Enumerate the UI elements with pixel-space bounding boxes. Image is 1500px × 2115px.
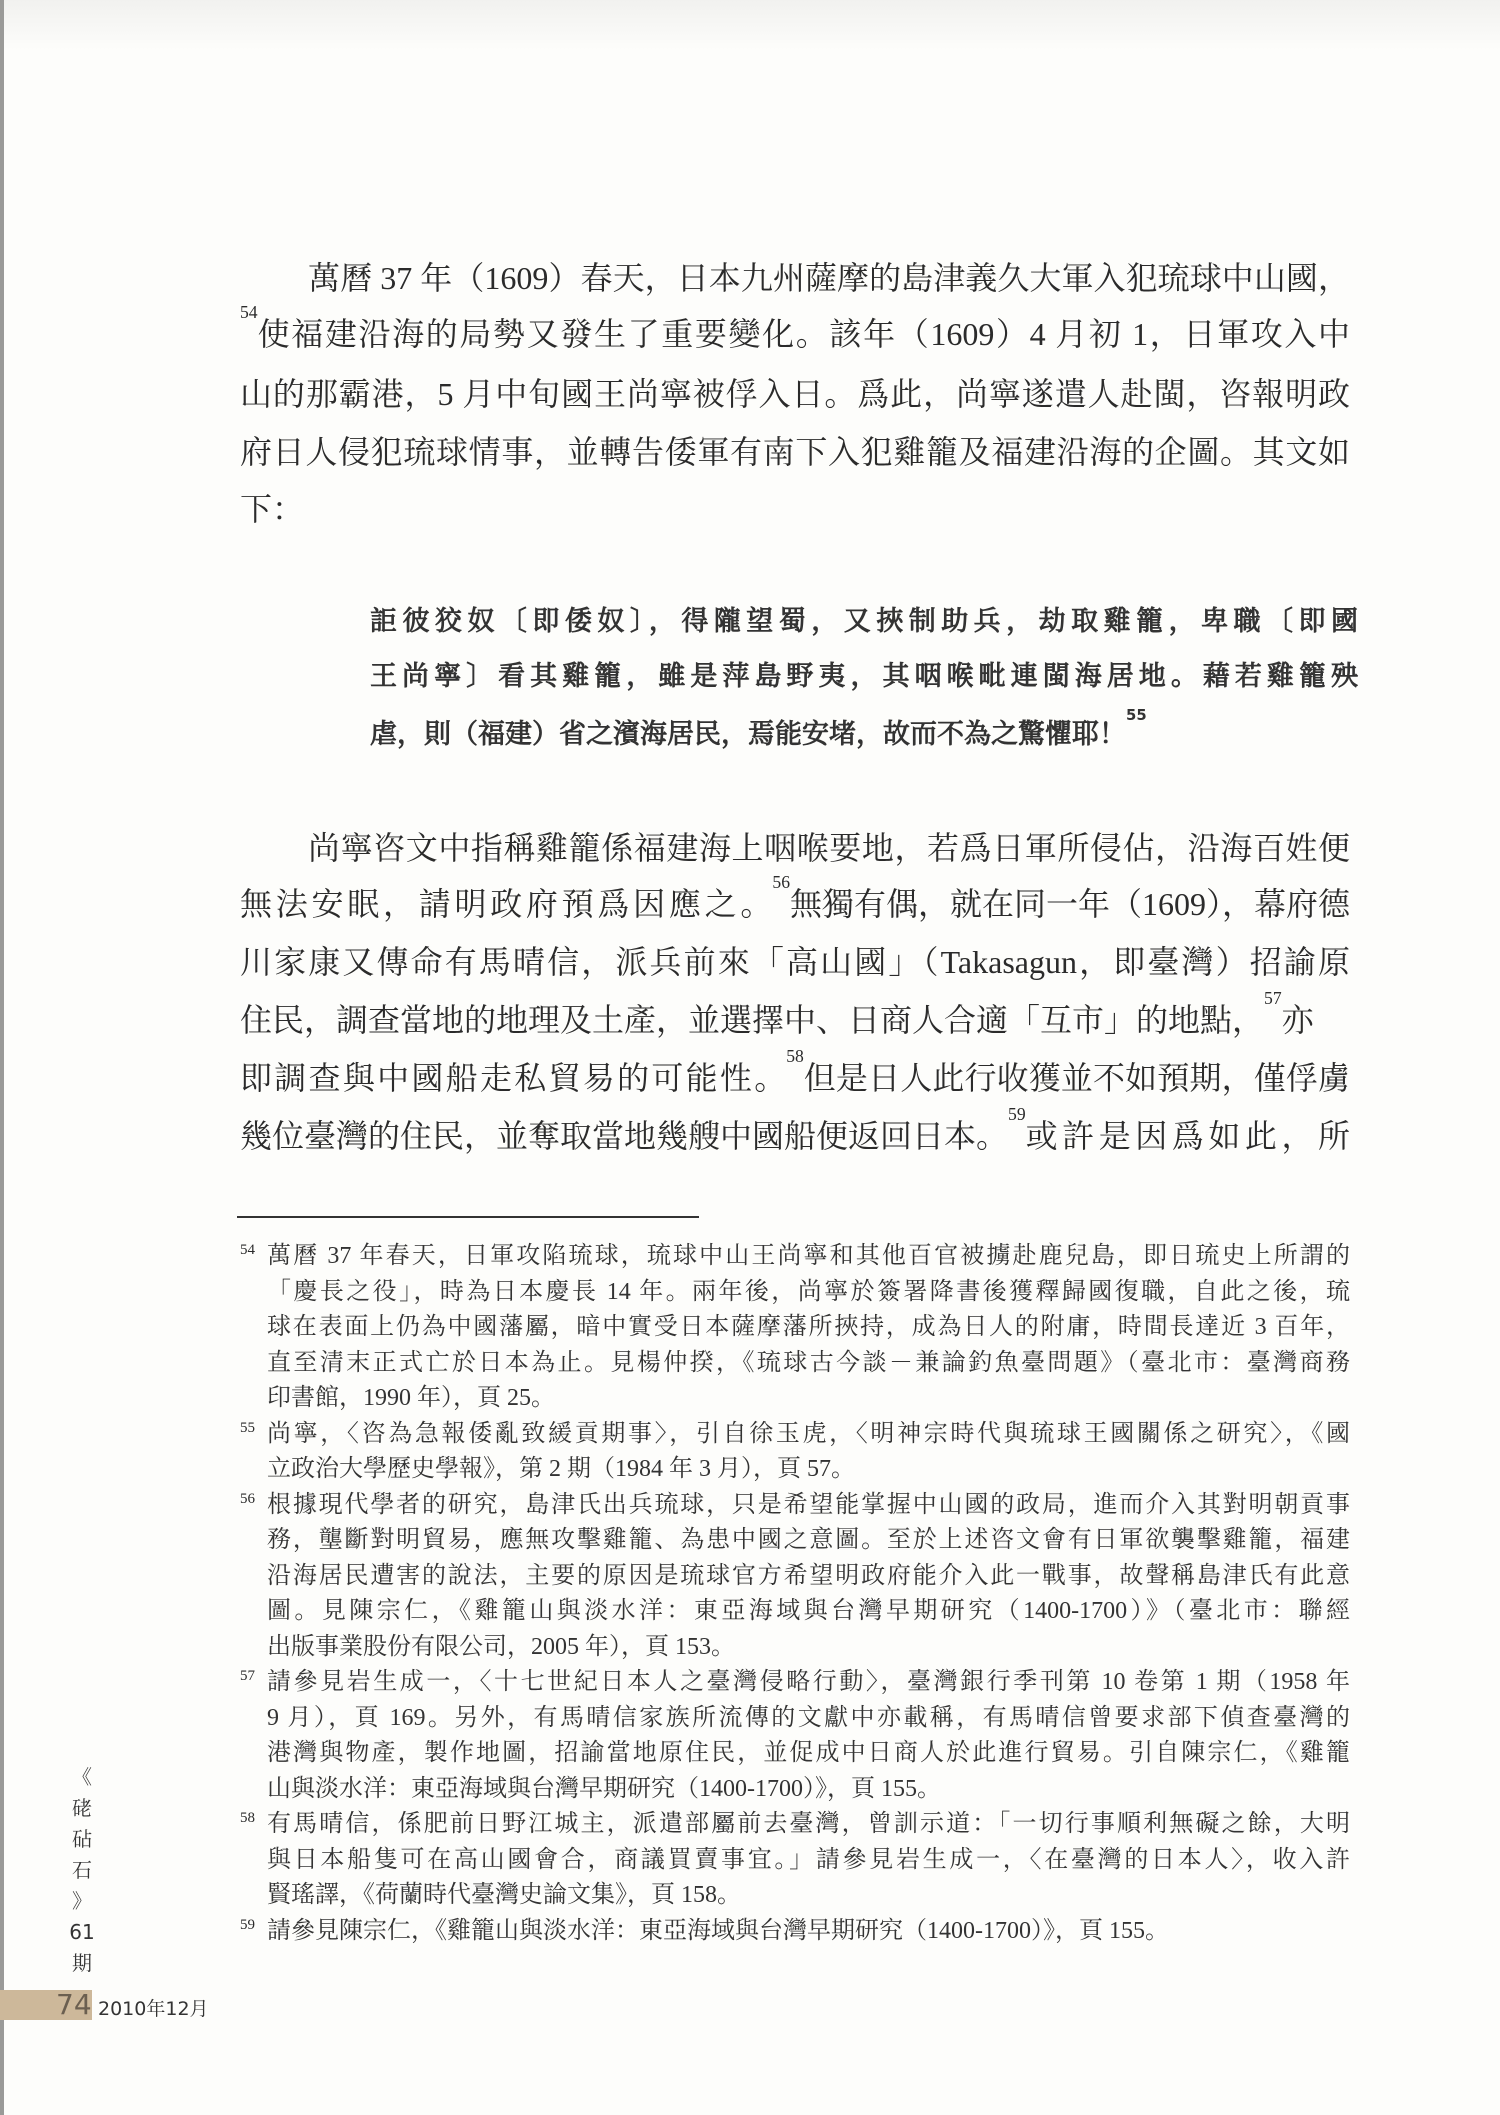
- journal-title-char: 《: [72, 1765, 92, 1789]
- journal-title-char: 硓: [72, 1796, 92, 1820]
- footnote-line: [267, 1844, 1350, 1876]
- footnote-text: 根據現代學者的研究，島津氏出兵琉球，只是希望能掌握中山國的政局，進而介入其對明朝貢事: [267, 1491, 1350, 1518]
- footnote-ref[interactable]: 58: [786, 1046, 804, 1066]
- journal-title-char: 石: [72, 1858, 92, 1882]
- footnote-line: [267, 1489, 1350, 1521]
- footnote-text: 尚寧，〈咨為急報倭亂致緩貢期事〉，引自徐玉虎，〈明神宗時代與琉球王國關係之研究〉，《國: [267, 1420, 1350, 1447]
- footnote-line: [267, 1382, 1350, 1414]
- footnote-ref[interactable]: 54: [240, 302, 258, 322]
- footnote-text: 直至清末正式亡於日本為止。見楊仲揆，《琉球古今談－兼論釣魚臺問題》（臺北市：臺灣商務: [267, 1349, 1350, 1376]
- text-segment: 亦: [1281, 1002, 1314, 1038]
- text-segment: 下：: [240, 491, 305, 527]
- text-segment: 尚寧咨文中指稱雞籠係福建海上咽喉要地，若爲日軍所侵佔，沿海百姓便: [308, 830, 1350, 866]
- footnote-ref[interactable]: 56: [772, 872, 790, 892]
- journal-issue-label: 期: [72, 1951, 92, 1975]
- text-segment: 山的那霸港，5 月中旬國王尚寧被俘入日。爲此，尚寧遂遣人赴閩，咨報明政: [240, 376, 1350, 412]
- footnote-text: 「慶長之役」，時為日本慶長 14 年。兩年後，尚寧於簽署降書後獲釋歸國復職，自此之後，琉: [267, 1278, 1350, 1305]
- footnote-line: [267, 1595, 1350, 1627]
- footnote-ref[interactable]: 59: [1008, 1104, 1026, 1124]
- footnote-line: [267, 1879, 1350, 1911]
- quote-line: [370, 657, 1358, 697]
- footnote-rule: [237, 1216, 699, 1218]
- footnote-line: [267, 1347, 1350, 1379]
- text-segment: 無獨有偶，就在同一年（1609），幕府德: [789, 886, 1350, 922]
- journal-title-vertical: [64, 1762, 100, 1979]
- footnote-line: [267, 1418, 1350, 1450]
- text-segment: 王尚寧〕看其雞籠，雖是萍島野夷，其咽喉毗連閩海居地。藉若雞籠殃: [370, 661, 1358, 692]
- journal-issue-number: 61: [69, 1920, 95, 1944]
- footnote-line: [267, 1773, 1350, 1805]
- body-line: [308, 826, 1350, 870]
- text-segment: 川家康又傳命有馬晴信，派兵前來「高山國」（Takasagun，即臺灣）招諭原: [240, 944, 1350, 980]
- footnote-line: [267, 1915, 1350, 1947]
- body-line: [308, 256, 1350, 300]
- body-line: [240, 988, 1350, 1042]
- body-line: [240, 430, 1350, 474]
- footnote-line: [267, 1276, 1350, 1308]
- footnote-text: 9 月），頁 169。另外，有馬晴信家族所流傳的文獻中亦載稱，有馬晴信曾要求部下偵查臺灣的: [267, 1704, 1350, 1731]
- journal-title-char: 》: [72, 1889, 92, 1913]
- body-line: [240, 872, 1350, 926]
- footnote-text: 球在表面上仍為中國藩屬，暗中實受日本薩摩藩所挾持，成為日人的附庸，時間長達近 3 百年，: [267, 1314, 1350, 1340]
- footnote-line: [267, 1453, 1350, 1485]
- text-segment: 住民，調查當地的地理及土產，並選擇中、日商人合適「互市」的地點，: [240, 1002, 1265, 1038]
- footnote-text: 沿海居民遭害的說法，主要的原因是琉球官方希望明政府能介入此一戰事，故聲稱島津氏有此意: [267, 1562, 1350, 1589]
- footnote-text: 圖。見陳宗仁，《雞籠山與淡水洋：東亞海域與台灣早期研究（1400-1700）》（臺北市：聯經: [267, 1598, 1350, 1624]
- footnote-text: 萬曆 37 年春天，日軍攻陷琉球，琉球中山王尚寧和其他百官被擄赴鹿兒島，即日琉史上所謂的: [267, 1243, 1350, 1269]
- quote-line: [370, 706, 1358, 755]
- quote-line: [370, 602, 1358, 642]
- body-line: [240, 487, 1350, 531]
- footnote-text: 務，壟斷對明貿易，應無攻擊雞籠、為患中國之意圖。至於上述咨文會有日軍欲襲擊雞籠，福建: [267, 1527, 1350, 1553]
- body-line: [240, 372, 1350, 416]
- footnote-line: [267, 1808, 1350, 1840]
- footnote-text: 港灣與物產，製作地圖，招諭當地原住民，並促成中日商人於此進行貿易。引自陳宗仁，《雞籠: [267, 1740, 1350, 1766]
- footnote-text: 與日本船隻可在高山國會合，商議買賣事宜。」請參見岩生成一，〈在臺灣的日本人〉，收入許: [267, 1846, 1350, 1873]
- footnote-text: 立政治大學歷史學報》，第 2 期（1984 年 3 月），頁 57。: [267, 1456, 855, 1482]
- page-edge: [0, 0, 4, 2115]
- footnote-line: [267, 1524, 1350, 1556]
- text-segment: 萬曆 37 年（1609）春天，日本九州薩摩的島津義久大軍入犯琉球中山國，: [308, 260, 1350, 296]
- scan-top-band: [0, 0, 1500, 50]
- text-segment: 府日人侵犯琉球情事，並轉告倭軍有南下入犯雞籠及福建沿海的企圖。其文如: [240, 434, 1350, 470]
- body-line: [240, 302, 1350, 356]
- footnote-line: [267, 1737, 1350, 1769]
- footnote-line: [267, 1311, 1350, 1343]
- issue-date: 2010年12月: [98, 1998, 209, 2020]
- footnote-text: 請參見陳宗仁，《雞籠山與淡水洋：東亞海域與台灣早期研究（1400-1700）》，頁 155。: [267, 1917, 1169, 1944]
- footnote-text: 出版事業股份有限公司，2005 年），頁 153。: [267, 1633, 735, 1660]
- text-segment: 或許是因爲如此，所: [1025, 1118, 1350, 1154]
- footnote-line: [267, 1702, 1350, 1734]
- footnote-line: [267, 1240, 1350, 1272]
- text-segment: 使福建沿海的局勢又發生了重要變化。該年（1609）4 月初 1，日軍攻入中: [257, 316, 1350, 352]
- footnote-line: [267, 1560, 1350, 1592]
- body-line: [240, 940, 1350, 984]
- footnote-text: 印書館，1990 年），頁 25。: [267, 1385, 555, 1411]
- body-line: [240, 1046, 1350, 1100]
- text-segment: 但是日人此行收獲並不如預期，僅俘虜: [803, 1060, 1350, 1096]
- footnote-line: [267, 1666, 1350, 1698]
- journal-title-char: 砧: [72, 1827, 92, 1851]
- footnote-ref[interactable]: 55: [1126, 706, 1147, 724]
- text-segment: 無法安眠，請明政府預爲因應之。: [240, 886, 773, 922]
- footnote-text: 賢瑤譯，《荷蘭時代臺灣史論文集》，頁 158。: [267, 1882, 741, 1908]
- footnote-text: 有馬晴信，係肥前日野江城主，派遣部屬前去臺灣，曾訓示道：「一切行事順利無礙之餘，大明: [267, 1811, 1350, 1837]
- page-number: 74: [56, 1988, 92, 2021]
- footnote-ref[interactable]: 57: [1264, 988, 1282, 1008]
- body-line: [240, 1104, 1350, 1158]
- text-segment: 虐，則（福建）省之濱海居民，焉能安堵，故而不為之驚懼耶！: [370, 719, 1126, 750]
- text-segment: 即調查與中國船走私貿易的可能性。: [240, 1060, 787, 1096]
- text-segment: 詎彼狡奴〔即倭奴〕，得隴望蜀，又挾制助兵，劫取雞籠，卑職〔即國: [370, 606, 1358, 637]
- footnote-line: [267, 1631, 1350, 1663]
- footnote-text: 山與淡水洋：東亞海域與台灣早期研究（1400-1700）》，頁 155。: [267, 1775, 941, 1802]
- footnote-text: 請參見岩生成一，〈十七世紀日本人之臺灣侵略行動〉，臺灣銀行季刊第 10 卷第 1 期（1958 年: [267, 1669, 1350, 1695]
- text-segment: 幾位臺灣的住民，並奪取當地幾艘中國船便返回日本。: [240, 1118, 1009, 1154]
